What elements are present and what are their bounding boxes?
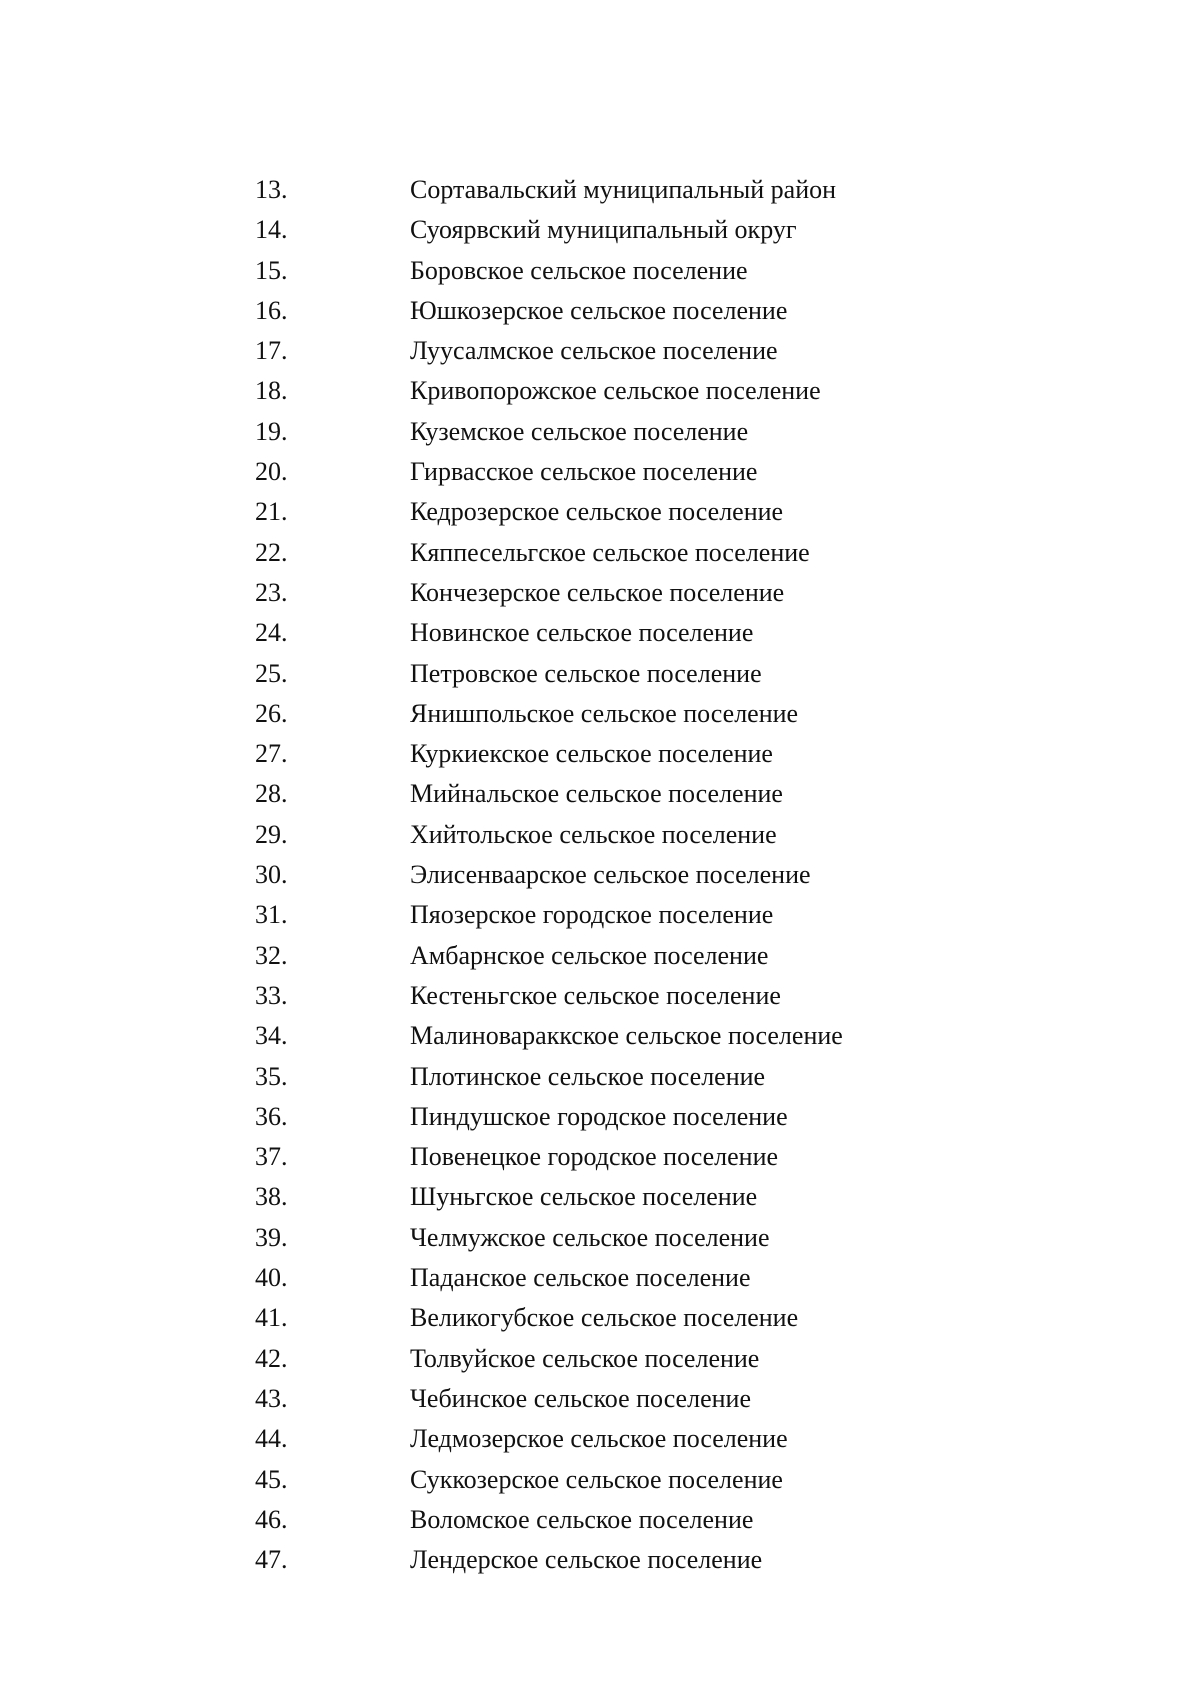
item-name: Челмужское сельское поселение [410,1222,770,1252]
item-number: 20. [255,457,288,487]
list-item [0,371,1200,411]
list-item [0,1339,1200,1379]
item-number: 33. [255,980,288,1010]
item-number: 17. [255,336,288,366]
item-number: 36. [255,1101,288,1131]
item-name: Воломское сельское поселение [410,1504,754,1534]
item-name: Толвуйское сельское поселение [410,1343,760,1373]
item-number: 27. [255,739,288,769]
list-item [0,1097,1200,1137]
list-item [0,1218,1200,1258]
item-name: Боровское сельское поселение [410,255,748,285]
item-number: 23. [255,577,288,607]
list-item [0,573,1200,613]
item-name: Суккозерское сельское поселение [410,1464,783,1494]
item-number: 40. [255,1263,288,1293]
list-item [0,1379,1200,1419]
item-name: Плотинское сельское поселение [410,1061,766,1091]
list-item [0,210,1200,250]
list-item [0,452,1200,492]
list-item [0,936,1200,976]
list-item [0,613,1200,653]
settlement-list [0,170,1200,1580]
item-number: 37. [255,1142,288,1172]
item-number: 43. [255,1383,288,1413]
item-number: 45. [255,1464,288,1494]
item-number: 24. [255,618,288,648]
list-item [0,331,1200,371]
list-item [0,895,1200,935]
list-item [0,1137,1200,1177]
list-item [0,170,1200,210]
list-item [0,734,1200,774]
item-number: 38. [255,1182,288,1212]
item-name: Гирвасское сельское поселение [410,457,758,487]
item-number: 13. [255,175,288,204]
item-name: Малиновараккское сельское поселение [410,1021,843,1051]
item-name: Кяппесельгское сельское поселение [410,537,810,567]
item-number: 39. [255,1222,288,1252]
item-number: 14. [255,215,288,245]
list-item [0,1016,1200,1056]
list-item [0,412,1200,452]
item-number: 16. [255,295,288,325]
item-name: Амбарнское сельское поселение [410,940,769,970]
item-number: 44. [255,1424,288,1454]
item-name: Лендерское сельское поселение [410,1545,763,1575]
list-item [0,1500,1200,1540]
item-number: 41. [255,1303,288,1333]
item-name: Кривопорожское сельское поселение [410,376,821,406]
item-number: 34. [255,1021,288,1051]
item-name: Куземское сельское поселение [410,416,749,446]
item-name: Чебинское сельское поселение [410,1383,751,1413]
item-number: 35. [255,1061,288,1091]
item-number: 15. [255,255,288,285]
item-name: Юшкозерское сельское поселение [410,295,788,325]
item-name: Кедрозерское сельское поселение [410,497,784,527]
list-item [0,1258,1200,1298]
item-number: 25. [255,658,288,688]
list-item [0,774,1200,814]
item-name: Ледмозерское сельское поселение [410,1424,788,1454]
item-name: Суоярвский муниципальный округ [410,215,797,245]
item-name: Повенецкое городское поселение [410,1142,779,1172]
item-name: Петровское сельское поселение [410,658,762,688]
item-number: 31. [255,900,288,930]
list-item [0,815,1200,855]
item-name: Куркиекское сельское поселение [410,739,773,769]
list-item [0,1057,1200,1097]
item-number: 26. [255,698,288,728]
list-item [0,654,1200,694]
item-name: Новинское сельское поселение [410,618,754,648]
item-name: Пиндушское городское поселение [410,1101,788,1131]
list-item [0,855,1200,895]
item-number: 42. [255,1343,288,1373]
list-item [0,1419,1200,1459]
item-number: 22. [255,537,288,567]
item-number: 46. [255,1504,288,1534]
item-name: Кончезерское сельское поселение [410,577,785,607]
item-number: 32. [255,940,288,970]
item-number: 29. [255,819,288,849]
item-name: Мийнальское сельское поселение [410,779,783,809]
item-name: Великогубское сельское поселение [410,1303,799,1333]
list-item [0,1177,1200,1217]
item-name: Янишпольское сельское поселение [410,698,799,728]
item-number: 30. [255,860,288,890]
item-name: Луусалмское сельское поселение [410,336,778,366]
list-item [0,533,1200,573]
item-number: 21. [255,497,288,527]
item-name: Шуньгское сельское поселение [410,1182,758,1212]
item-name: Хийтольское сельское поселение [410,819,777,849]
item-name: Кестеньгское сельское поселение [410,980,781,1010]
item-number: 18. [255,376,288,406]
item-name: Пяозерское городское поселение [410,900,774,930]
item-number: 28. [255,779,288,809]
list-item [0,694,1200,734]
list-item [0,1298,1200,1338]
list-item [0,1460,1200,1500]
item-number: 19. [255,416,288,446]
item-name: Элисенваарское сельское поселение [410,860,811,890]
item-number: 47. [255,1545,288,1575]
item-name: Сортавальский муниципальный район [410,175,837,204]
list-item [0,1540,1200,1580]
list-item [0,492,1200,532]
item-name: Паданское сельское поселение [410,1263,751,1293]
list-item [0,251,1200,291]
list-item [0,976,1200,1016]
list-item [0,291,1200,331]
